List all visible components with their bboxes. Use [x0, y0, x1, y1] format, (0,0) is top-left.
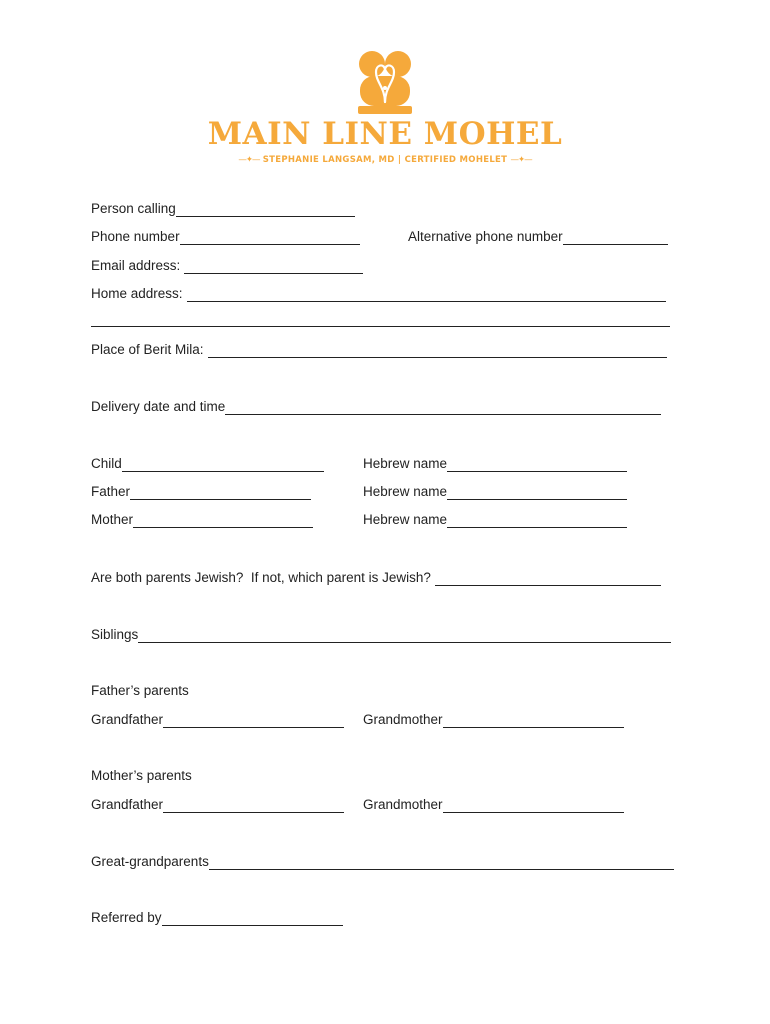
- phone-number-input-line[interactable]: [180, 230, 360, 245]
- father-label: Father: [91, 484, 131, 499]
- home-address-field: [91, 284, 666, 302]
- mother-field: [91, 510, 313, 528]
- referred-by-input-line[interactable]: [162, 911, 343, 926]
- great-grandparents-input-line[interactable]: [209, 855, 674, 870]
- right-flourish-icon: —✦—: [510, 155, 532, 165]
- delivery-date-time-field: [91, 397, 661, 415]
- parents-jewish-label: Are both parents Jewish? If not, which parent is Jewish?: [91, 570, 431, 585]
- mother-hebrew-name-field: [363, 510, 627, 528]
- alt-phone-number-label: Alternative phone number: [408, 229, 563, 244]
- mother-hebrew-name-input-line[interactable]: [447, 513, 627, 528]
- child-hebrew-name-label: Hebrew name: [363, 456, 448, 471]
- person-calling-label: Person calling: [91, 201, 176, 216]
- mother-hebrew-name-label: Hebrew name: [363, 512, 448, 527]
- phone-number-label: Phone number: [91, 229, 180, 244]
- father-field: [91, 482, 311, 500]
- paternal-grandmother-label: Grandmother: [363, 712, 443, 727]
- father-hebrew-name-field: [363, 482, 627, 500]
- person-calling-field: [91, 199, 355, 217]
- maternal-grandmother-input-line[interactable]: [443, 798, 624, 813]
- paternal-grandmother-input-line[interactable]: [443, 713, 624, 728]
- person-calling-input-line[interactable]: [176, 202, 355, 217]
- mohel-emblem-icon: [356, 48, 414, 116]
- delivery-date-time-label: Delivery date and time: [91, 399, 226, 414]
- child-label: Child: [91, 456, 122, 471]
- siblings-field: [91, 625, 671, 643]
- brand-title: MAIN LINE MOHEL: [207, 116, 563, 152]
- home-address-input-line[interactable]: [187, 287, 666, 302]
- siblings-label: Siblings: [91, 627, 139, 642]
- mother-label: Mother: [91, 512, 134, 527]
- maternal-grandmother-field: [363, 795, 624, 813]
- alt-phone-number-field: [408, 227, 668, 245]
- referred-by-label: Referred by: [91, 910, 162, 925]
- parents-jewish-field: [91, 568, 661, 586]
- child-hebrew-name-input-line[interactable]: [447, 457, 627, 472]
- email-address-label: Email address:: [91, 258, 181, 273]
- child-input-line[interactable]: [122, 457, 324, 472]
- referred-by-field: [91, 908, 343, 926]
- maternal-grandfather-field: [91, 795, 344, 813]
- fathers-parents-heading: Father’s parents: [91, 683, 189, 698]
- child-field: [91, 454, 324, 472]
- child-hebrew-name-field: [363, 454, 627, 472]
- maternal-grandfather-input-line[interactable]: [163, 798, 344, 813]
- paternal-grandfather-label: Grandfather: [91, 712, 164, 727]
- great-grandparents-field: [91, 852, 674, 870]
- maternal-grandfather-label: Grandfather: [91, 797, 164, 812]
- berit-mila-place-input-line[interactable]: [208, 343, 667, 358]
- parents-jewish-input-line[interactable]: [435, 571, 661, 586]
- berit-mila-place-field: [91, 340, 667, 358]
- father-hebrew-name-input-line[interactable]: [447, 485, 627, 500]
- maternal-grandmother-label: Grandmother: [363, 797, 443, 812]
- home-address-label: Home address:: [91, 286, 183, 301]
- father-hebrew-name-label: Hebrew name: [363, 484, 448, 499]
- paternal-grandfather-input-line[interactable]: [163, 713, 344, 728]
- email-address-input-line[interactable]: [184, 259, 363, 274]
- father-input-line[interactable]: [130, 485, 311, 500]
- great-grandparents-label: Great-grandparents: [91, 854, 209, 869]
- home-address-second-line[interactable]: [91, 326, 670, 327]
- alt-phone-number-input-line[interactable]: [563, 230, 668, 245]
- delivery-date-time-input-line[interactable]: [225, 400, 661, 415]
- berit-mila-place-label: Place of Berit Mila:: [91, 342, 204, 357]
- mother-input-line[interactable]: [133, 513, 313, 528]
- mothers-parents-heading: Mother’s parents: [91, 768, 192, 783]
- paternal-grandmother-field: [363, 710, 624, 728]
- phone-number-field: [91, 227, 360, 245]
- paternal-grandfather-field: [91, 710, 344, 728]
- siblings-input-line[interactable]: [138, 628, 671, 643]
- brand-subtitle: STEPHANIE LANGSAM, MD | CERTIFIED MOHELET: [262, 155, 508, 165]
- email-address-field: [91, 256, 363, 274]
- left-flourish-icon: —✦—: [238, 155, 260, 165]
- brand-subtitle-row: [0, 153, 770, 167]
